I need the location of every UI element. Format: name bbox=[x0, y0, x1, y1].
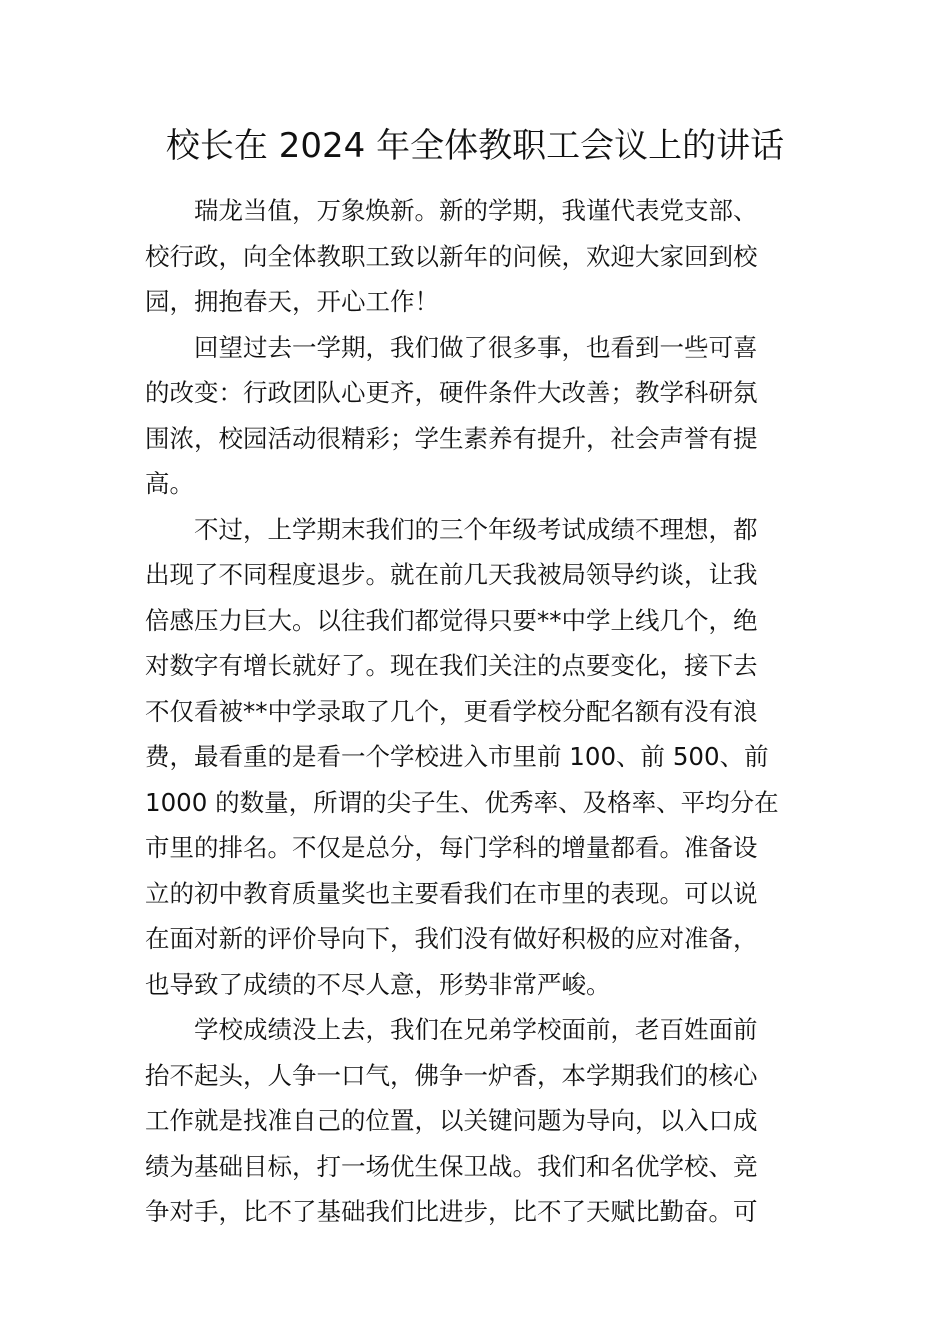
text-line: 出现了不同程度退步。就在前几天我被局领导约谈，让我 bbox=[145, 560, 758, 589]
text-line: 高。 bbox=[145, 469, 194, 498]
text-line: 围浓，校园活动很精彩；学生素养有提升，社会声誉有提 bbox=[145, 423, 758, 453]
text-line: 立的初中教育质量奖也主要看我们在市里的表现。可以说 bbox=[145, 878, 758, 908]
text-line: 的改变：行政团队心更齐，硬件条件大改善；教学科研氛 bbox=[145, 378, 758, 407]
text-line: 1000 的数量，所谓的尖子生、优秀率、及格率、平均分在 bbox=[145, 787, 779, 817]
paragraph-goals bbox=[145, 1007, 805, 1235]
text-line: 市里的排名。不仅是总分，每门学科的增量都看。准备设 bbox=[145, 833, 758, 862]
text-line: 园，拥抱春天，开心工作！ bbox=[145, 287, 439, 316]
paragraph-greeting bbox=[145, 188, 805, 325]
text-line: 校行政，向全体教职工致以新年的问候，欢迎大家回到校 bbox=[145, 241, 758, 271]
text-line: 不过，上学期末我们的三个年级考试成绩不理想，都 bbox=[194, 514, 758, 544]
document-body bbox=[145, 188, 805, 1235]
text-line: 学校成绩没上去，我们在兄弟学校面前，老百姓面前 bbox=[194, 1015, 758, 1044]
text-line: 在面对新的评价导向下，我们没有做好积极的应对准备， bbox=[145, 924, 758, 953]
text-line: 抬不起头，人争一口气，佛争一炉香，本学期我们的核心 bbox=[145, 1060, 758, 1090]
text-line: 回望过去一学期，我们做了很多事，也看到一些可喜 bbox=[194, 332, 758, 362]
paragraph-problems bbox=[145, 507, 805, 1008]
text-line: 也导致了成绩的不尽人意，形势非常严峻。 bbox=[145, 969, 611, 999]
document-title: 校长在 2024 年全体教职工会议上的讲话 bbox=[165, 126, 785, 166]
text-line: 绩为基础目标，打一场优生保卫战。我们和名优学校、竞 bbox=[145, 1151, 758, 1181]
text-line: 费，最看重的是看一个学校进入市里前 100、前 500、前 bbox=[145, 742, 769, 771]
text-line: 工作就是找准自己的位置，以关键问题为导向，以入口成 bbox=[145, 1106, 758, 1135]
text-line: 瑞龙当值，万象焕新。新的学期，我谨代表党支部、 bbox=[194, 196, 758, 225]
text-line: 不仅看被**中学录取了几个，更看学校分配名额有没有浪 bbox=[145, 696, 758, 726]
text-line: 对数字有增长就好了。现在我们关注的点要变化，接下去 bbox=[145, 651, 758, 680]
text-line: 争对手，比不了基础我们比进步，比不了天赋比勤奋。可 bbox=[145, 1197, 758, 1226]
text-line: 倍感压力巨大。以往我们都觉得只要**中学上线几个，绝 bbox=[145, 605, 758, 635]
paragraph-review bbox=[145, 325, 805, 507]
